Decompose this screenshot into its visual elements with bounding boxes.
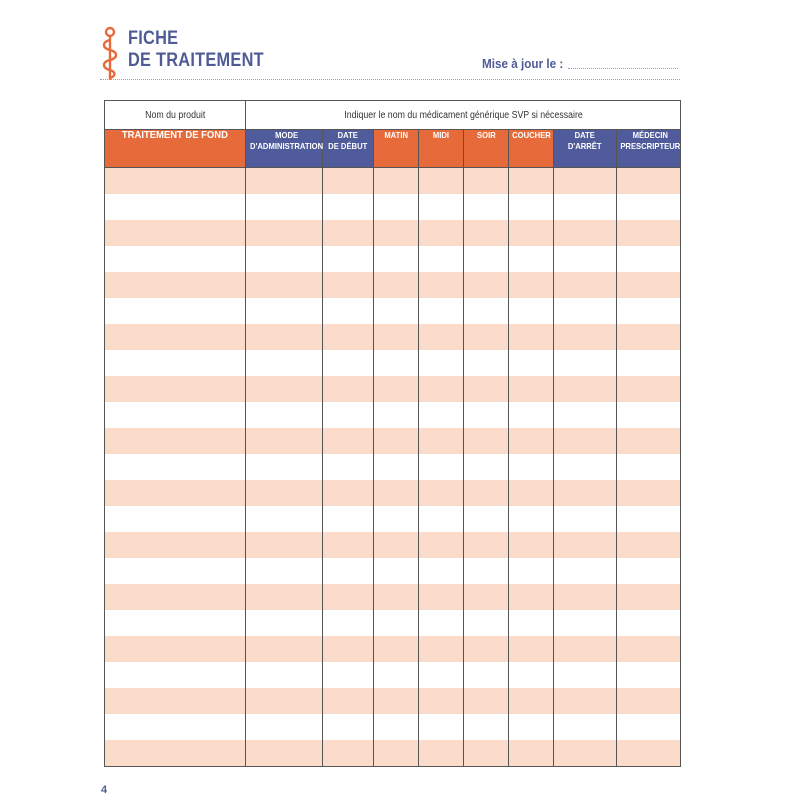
table-cell[interactable]	[105, 220, 246, 246]
table-cell[interactable]	[105, 740, 246, 767]
table-cell[interactable]	[374, 688, 419, 714]
table-cell[interactable]	[464, 298, 509, 324]
table-cell[interactable]	[617, 584, 681, 610]
table-cell[interactable]	[554, 298, 617, 324]
table-cell[interactable]	[374, 454, 419, 480]
table-cell[interactable]	[617, 454, 681, 480]
table-cell[interactable]	[105, 506, 246, 532]
table-row	[105, 428, 681, 454]
table-cell[interactable]	[509, 584, 554, 610]
table-cell[interactable]	[323, 480, 374, 506]
table-cell[interactable]	[105, 324, 246, 350]
table-cell[interactable]	[554, 324, 617, 350]
table-cell[interactable]	[419, 428, 464, 454]
table-row	[105, 376, 681, 402]
table-cell[interactable]	[246, 532, 323, 558]
table-cell[interactable]	[323, 298, 374, 324]
table-cell[interactable]	[246, 350, 323, 376]
table-cell[interactable]	[246, 610, 323, 636]
table-cell[interactable]	[323, 714, 374, 740]
table-cell[interactable]	[374, 532, 419, 558]
update-date-label: Mise à jour le :	[482, 56, 564, 71]
table-cell[interactable]	[246, 376, 323, 402]
table-cell[interactable]	[464, 272, 509, 298]
table-cell[interactable]	[105, 610, 246, 636]
table-cell[interactable]	[554, 272, 617, 298]
table-cell[interactable]	[323, 584, 374, 610]
table-cell[interactable]	[105, 584, 246, 610]
table-cell[interactable]	[246, 714, 323, 740]
table-cell[interactable]	[246, 636, 323, 662]
table-cell[interactable]	[617, 532, 681, 558]
table-cell[interactable]	[323, 740, 374, 767]
table-cell[interactable]	[554, 246, 617, 272]
table-row	[105, 532, 681, 558]
table-cell[interactable]	[246, 480, 323, 506]
table-cell[interactable]	[554, 688, 617, 714]
table-cell[interactable]	[246, 194, 323, 220]
table-cell[interactable]	[617, 298, 681, 324]
table-cell[interactable]	[246, 402, 323, 428]
generic-note: Indiquer le nom du médicament générique SVP si nécessaire	[246, 101, 681, 130]
table-cell[interactable]	[419, 558, 464, 584]
table-cell[interactable]	[374, 662, 419, 688]
table-cell[interactable]	[105, 532, 246, 558]
table-cell[interactable]	[509, 688, 554, 714]
table-cell[interactable]	[323, 454, 374, 480]
table-cell[interactable]	[464, 168, 509, 195]
table-cell[interactable]	[246, 428, 323, 454]
column-header-row	[105, 130, 681, 168]
table-cell[interactable]	[617, 610, 681, 636]
table-cell[interactable]	[105, 688, 246, 714]
table-cell[interactable]	[617, 402, 681, 428]
column-header: MÉDECIN PRESCRIPTEUR	[617, 130, 681, 168]
column-header: MATIN	[374, 130, 419, 168]
table-cell[interactable]	[464, 220, 509, 246]
table-cell[interactable]	[323, 688, 374, 714]
table-cell[interactable]	[105, 350, 246, 376]
table-cell[interactable]	[509, 662, 554, 688]
table-cell[interactable]	[509, 376, 554, 402]
table-cell[interactable]	[374, 480, 419, 506]
table-cell[interactable]	[323, 272, 374, 298]
table-cell[interactable]	[323, 402, 374, 428]
table-row	[105, 298, 681, 324]
table-cell[interactable]	[509, 610, 554, 636]
table-cell[interactable]	[617, 428, 681, 454]
table-cell[interactable]	[374, 220, 419, 246]
table-cell[interactable]	[554, 532, 617, 558]
column-header: MIDI	[419, 130, 464, 168]
table-cell[interactable]	[419, 324, 464, 350]
table-cell[interactable]	[617, 220, 681, 246]
table-cell[interactable]	[617, 324, 681, 350]
table-cell[interactable]	[419, 662, 464, 688]
table-cell[interactable]	[105, 194, 246, 220]
table-cell[interactable]	[105, 662, 246, 688]
table-cell[interactable]	[617, 714, 681, 740]
table-cell[interactable]	[554, 506, 617, 532]
table-cell[interactable]	[419, 740, 464, 767]
table-cell[interactable]	[509, 506, 554, 532]
table-cell[interactable]	[554, 402, 617, 428]
table-cell[interactable]	[509, 402, 554, 428]
table-row	[105, 610, 681, 636]
table-cell[interactable]	[105, 402, 246, 428]
table-cell[interactable]	[246, 298, 323, 324]
table-cell[interactable]	[323, 636, 374, 662]
table-row	[105, 558, 681, 584]
table-cell[interactable]	[374, 376, 419, 402]
table-cell[interactable]	[509, 428, 554, 454]
table-cell[interactable]	[617, 168, 681, 195]
page-title: FICHE DE TRAITEMENT	[128, 28, 264, 71]
table-row	[105, 272, 681, 298]
table-cell[interactable]	[464, 480, 509, 506]
page-header	[100, 26, 680, 86]
column-header: DATE DE DÉBUT	[323, 130, 374, 168]
table-cell[interactable]	[509, 558, 554, 584]
table-cell[interactable]	[419, 454, 464, 480]
table-top-row	[105, 101, 681, 130]
column-header: MODE D'ADMINISTRATION	[246, 130, 323, 168]
table-cell[interactable]	[105, 714, 246, 740]
table-cell[interactable]	[464, 402, 509, 428]
table-cell[interactable]	[374, 584, 419, 610]
table-cell[interactable]	[617, 740, 681, 767]
table-cell[interactable]	[105, 636, 246, 662]
table-cell[interactable]	[464, 558, 509, 584]
table-cell[interactable]	[617, 558, 681, 584]
table-cell[interactable]	[464, 636, 509, 662]
table-cell[interactable]	[617, 246, 681, 272]
table-cell[interactable]	[374, 506, 419, 532]
table-cell[interactable]	[105, 376, 246, 402]
table-cell[interactable]	[464, 610, 509, 636]
table-cell[interactable]	[323, 506, 374, 532]
table-cell[interactable]	[105, 298, 246, 324]
table-cell[interactable]	[464, 662, 509, 688]
table-cell[interactable]	[246, 740, 323, 767]
table-cell[interactable]	[554, 584, 617, 610]
table-cell[interactable]	[105, 428, 246, 454]
table-cell[interactable]	[509, 740, 554, 767]
table-cell[interactable]	[419, 688, 464, 714]
table-cell[interactable]	[554, 454, 617, 480]
table-cell[interactable]	[246, 454, 323, 480]
table-cell[interactable]	[464, 376, 509, 402]
table-cell[interactable]	[464, 350, 509, 376]
table-cell[interactable]	[617, 688, 681, 714]
header-divider	[100, 79, 680, 80]
table-cell[interactable]	[554, 428, 617, 454]
table-cell[interactable]	[323, 168, 374, 195]
table-cell[interactable]	[617, 662, 681, 688]
table-cell[interactable]	[374, 272, 419, 298]
table-cell[interactable]	[419, 376, 464, 402]
table-cell[interactable]	[509, 636, 554, 662]
table-cell[interactable]	[509, 272, 554, 298]
table-cell[interactable]	[509, 168, 554, 195]
table-row	[105, 584, 681, 610]
column-header: COUCHER	[509, 130, 554, 168]
table-cell[interactable]	[509, 350, 554, 376]
table-row	[105, 350, 681, 376]
table-cell[interactable]	[509, 480, 554, 506]
table-cell[interactable]	[419, 246, 464, 272]
table-cell[interactable]	[464, 714, 509, 740]
table-cell[interactable]	[246, 168, 323, 195]
table-cell[interactable]	[617, 376, 681, 402]
table-cell[interactable]	[323, 558, 374, 584]
table-cell[interactable]	[419, 532, 464, 558]
table-cell[interactable]	[464, 740, 509, 767]
column-header: SOIR	[464, 130, 509, 168]
table-cell[interactable]	[464, 194, 509, 220]
table-cell[interactable]	[374, 428, 419, 454]
table-cell[interactable]	[554, 558, 617, 584]
table-cell[interactable]	[617, 194, 681, 220]
table-row	[105, 324, 681, 350]
table-cell[interactable]	[419, 636, 464, 662]
caduceus-icon	[100, 26, 120, 82]
table-cell[interactable]	[105, 454, 246, 480]
table-cell[interactable]	[419, 298, 464, 324]
table-row	[105, 194, 681, 220]
table-cell[interactable]	[464, 584, 509, 610]
table-cell[interactable]	[554, 168, 617, 195]
table-cell[interactable]	[374, 610, 419, 636]
table-cell[interactable]	[554, 636, 617, 662]
table-cell[interactable]	[246, 220, 323, 246]
table-cell[interactable]	[464, 532, 509, 558]
table-cell[interactable]	[617, 506, 681, 532]
table-cell[interactable]	[509, 324, 554, 350]
table-cell[interactable]	[105, 272, 246, 298]
table-cell[interactable]	[554, 376, 617, 402]
table-row	[105, 714, 681, 740]
table-row	[105, 402, 681, 428]
table-cell[interactable]	[374, 324, 419, 350]
table-row	[105, 740, 681, 767]
table-row	[105, 662, 681, 688]
table-cell[interactable]	[374, 194, 419, 220]
table-cell[interactable]	[246, 688, 323, 714]
table-cell[interactable]	[246, 662, 323, 688]
table-cell[interactable]	[419, 272, 464, 298]
table-row	[105, 636, 681, 662]
table-row	[105, 246, 681, 272]
table-cell[interactable]	[374, 298, 419, 324]
table-cell[interactable]	[419, 220, 464, 246]
table-cell[interactable]	[554, 480, 617, 506]
table-cell[interactable]	[323, 662, 374, 688]
table-cell[interactable]	[419, 584, 464, 610]
table-cell[interactable]	[323, 194, 374, 220]
update-date-field[interactable]	[568, 68, 678, 69]
table-cell[interactable]	[246, 246, 323, 272]
table-cell[interactable]	[554, 714, 617, 740]
table-cell[interactable]	[323, 376, 374, 402]
table-cell[interactable]	[617, 350, 681, 376]
table-cell[interactable]	[419, 194, 464, 220]
table-cell[interactable]	[419, 402, 464, 428]
table-cell[interactable]	[509, 454, 554, 480]
column-header: DATE D'ARRÊT	[554, 130, 617, 168]
table-cell[interactable]	[464, 688, 509, 714]
table-cell[interactable]	[617, 480, 681, 506]
table-cell[interactable]	[554, 350, 617, 376]
table-cell[interactable]	[554, 610, 617, 636]
table-row	[105, 220, 681, 246]
product-name-label: Nom du produit	[105, 101, 246, 130]
table-row	[105, 688, 681, 714]
table-cell[interactable]	[464, 454, 509, 480]
table-row	[105, 506, 681, 532]
table-cell[interactable]	[323, 350, 374, 376]
table-cell[interactable]	[246, 506, 323, 532]
table-cell[interactable]	[509, 246, 554, 272]
table-cell[interactable]	[554, 740, 617, 767]
column-header: TRAITEMENT DE FOND	[105, 130, 246, 168]
table-cell[interactable]	[246, 272, 323, 298]
table-cell[interactable]	[246, 584, 323, 610]
table-cell[interactable]	[464, 428, 509, 454]
table-cell[interactable]	[509, 714, 554, 740]
table-cell[interactable]	[419, 168, 464, 195]
table-cell[interactable]	[323, 246, 374, 272]
table-cell[interactable]	[509, 194, 554, 220]
table-cell[interactable]	[374, 636, 419, 662]
table-cell[interactable]	[509, 298, 554, 324]
table-cell[interactable]	[464, 324, 509, 350]
table-cell[interactable]	[617, 272, 681, 298]
table-cell[interactable]	[105, 558, 246, 584]
table-cell[interactable]	[374, 350, 419, 376]
table-cell[interactable]	[554, 662, 617, 688]
table-row	[105, 480, 681, 506]
table-cell[interactable]	[617, 636, 681, 662]
table-cell[interactable]	[323, 324, 374, 350]
table-row	[105, 454, 681, 480]
treatment-table	[104, 100, 681, 767]
table-cell[interactable]	[246, 324, 323, 350]
table-cell[interactable]	[509, 220, 554, 246]
table-cell[interactable]	[419, 350, 464, 376]
table-cell[interactable]	[323, 428, 374, 454]
table-cell[interactable]	[419, 610, 464, 636]
table-cell[interactable]	[105, 168, 246, 195]
table-cell[interactable]	[509, 532, 554, 558]
table-cell[interactable]	[374, 246, 419, 272]
page-number: 4	[101, 784, 108, 796]
table-cell[interactable]	[323, 220, 374, 246]
table-cell[interactable]	[105, 480, 246, 506]
table-cell[interactable]	[554, 194, 617, 220]
table-cell[interactable]	[464, 246, 509, 272]
table-cell[interactable]	[554, 220, 617, 246]
table-cell[interactable]	[323, 532, 374, 558]
table-cell[interactable]	[246, 558, 323, 584]
table-cell[interactable]	[419, 480, 464, 506]
table-cell[interactable]	[374, 168, 419, 195]
table-cell[interactable]	[374, 740, 419, 767]
table-cell[interactable]	[105, 246, 246, 272]
table-cell[interactable]	[374, 402, 419, 428]
table-cell[interactable]	[374, 558, 419, 584]
table-cell[interactable]	[374, 714, 419, 740]
table-cell[interactable]	[419, 714, 464, 740]
table-cell[interactable]	[464, 506, 509, 532]
table-row	[105, 168, 681, 195]
table-cell[interactable]	[323, 610, 374, 636]
table-cell[interactable]	[419, 506, 464, 532]
